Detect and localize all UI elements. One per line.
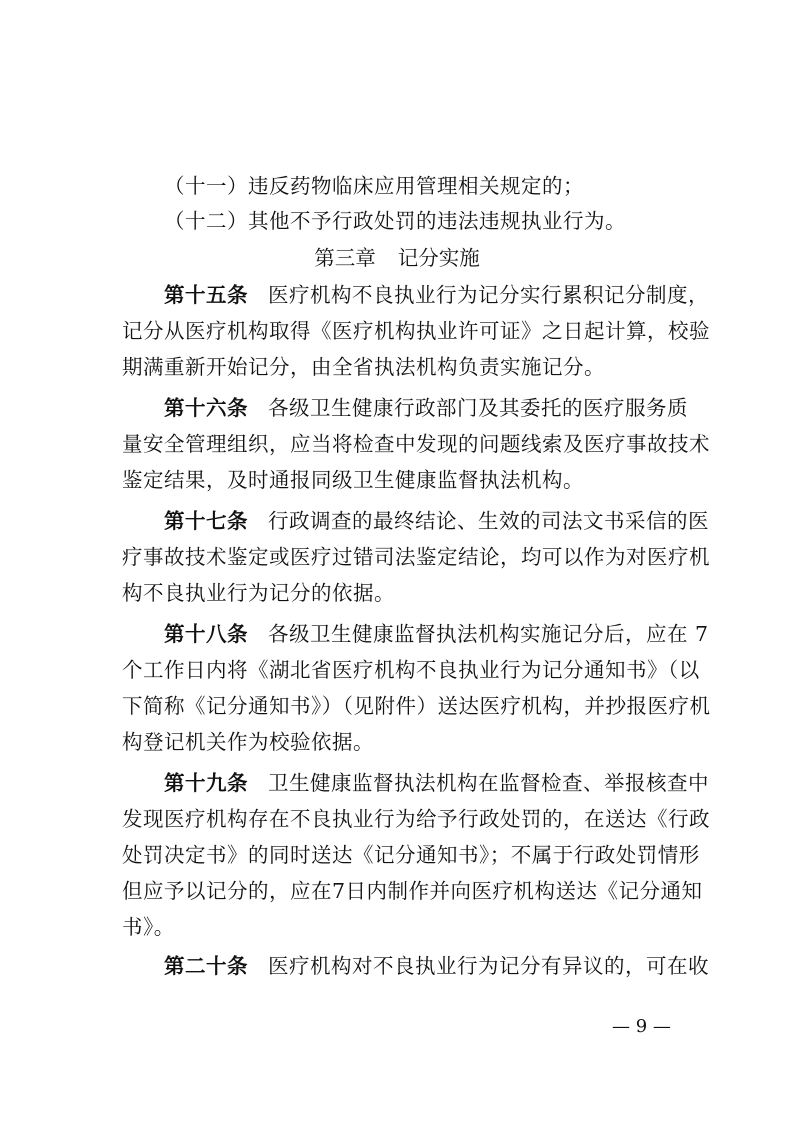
article-15-line-2: 记分从医疗机构取得《医疗机构执业许可证》之日起计算，校验	[122, 319, 710, 343]
article-19-line-1	[164, 771, 709, 795]
item-12: （十二）其他不予行政处罚的违法违规执业行为。	[164, 209, 626, 233]
article-19-text: 卫生健康监督执法机构在监督检查、举报核查中	[268, 771, 709, 795]
article-19-title: 第十九条	[164, 771, 248, 795]
item-11: （十一）违反药物临床应用管理相关规定的；	[164, 174, 584, 198]
article-15-title: 第十五条	[164, 283, 248, 307]
article-19-line-2: 发现医疗机构存在不良执业行为给予行政处罚的，在送达《行政	[122, 807, 710, 831]
article-19-line-4: 但应予以记分的，应在7日内制作并向医疗机构送达《记分通知	[122, 879, 703, 903]
page-number: — 9 —	[612, 1016, 671, 1037]
article-20-text: 医疗机构对不良执业行为记分有异议的，可在收	[268, 954, 709, 978]
article-20-line-1	[164, 954, 709, 978]
article-18-line-4: 构登记机关作为校验依据。	[122, 730, 374, 754]
article-17-text: 行政调查的最终结论、生效的司法文书采信的医	[268, 509, 709, 533]
article-19-line-3: 处罚决定书》的同时送达《记分通知书》；不属于行政处罚情形	[122, 843, 700, 867]
article-18-text: 各级卫生健康监督执法机构实施记分后，应在 7	[268, 622, 709, 646]
article-20-title: 第二十条	[164, 954, 248, 978]
chapter-title: 记分实施	[397, 246, 480, 270]
article-15-line-1	[164, 283, 709, 307]
article-19-line-5: 书》。	[122, 915, 175, 939]
article-18-title: 第十八条	[164, 622, 248, 646]
article-15-line-3: 期满重新开始记分，由全省执法机构负责实施记分。	[122, 355, 605, 379]
article-18-line-1	[164, 622, 709, 646]
article-17-line-3: 构不良执业行为记分的依据。	[122, 581, 395, 605]
article-18-line-3: 下简称《记分通知书》）（见附件）送达医疗机构，并抄报医疗机	[122, 694, 711, 718]
article-17-line-2: 疗事故技术鉴定或医疗过错司法鉴定结论，均可以作为对医疗机	[122, 545, 710, 569]
article-16-line-2: 量安全管理组织，应当将检查中发现的问题线索及医疗事故技术	[122, 432, 710, 456]
article-17-title: 第十七条	[164, 509, 248, 533]
article-16-title: 第十六条	[164, 396, 248, 420]
article-16-text: 各级卫生健康行政部门及其委托的医疗服务质	[268, 396, 688, 420]
article-17-line-1	[164, 509, 709, 533]
article-15-text: 医疗机构不良执业行为记分实行累积记分制度，	[268, 283, 709, 307]
chapter-heading	[0, 246, 794, 270]
article-18-line-2: 个工作日内将《湖北省医疗机构不良执业行为记分通知书》（以	[122, 658, 700, 682]
article-16-line-3: 鉴定结果，及时通报同级卫生健康监督执法机构。	[122, 468, 584, 492]
article-16-line-1	[164, 396, 688, 420]
chapter-number: 第三章	[314, 246, 376, 270]
